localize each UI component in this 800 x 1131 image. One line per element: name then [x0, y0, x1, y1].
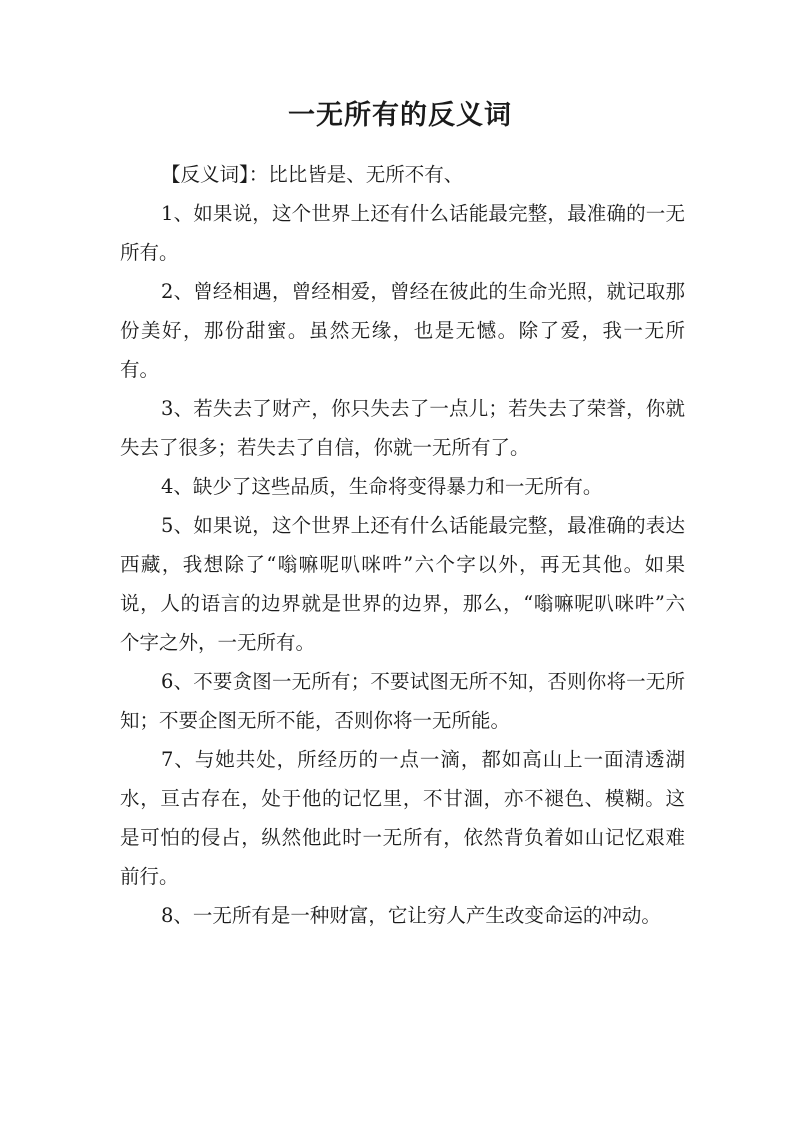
- paragraph-1: 1、如果说，这个世界上还有什么话能最完整，最准确的一无所有。: [120, 202, 685, 264]
- document-body: [120, 155, 685, 935]
- paragraph-7: 7、与她共处，所经历的一点一滴，都如高山上一面清透湖水，亘古存在，处于他的记忆里，不甘涸，亦不褪色、模糊。这是可怕的侵占，纵然他此时一无所有，依然背负着如山记忆艰难前行。: [120, 748, 685, 888]
- paragraph-2: 2、曾经相遇，曾经相爱，曾经在彼此的生命光照，就记取那份美好，那份甜蜜。虽然无缘，也是无憾。除了爱，我一无所有。: [120, 280, 685, 381]
- paragraph-3: 3、若失去了财产，你只失去了一点儿；若失去了荣誉，你就失去了很多；若失去了自信，你就一无所有了。: [120, 397, 685, 459]
- paragraph-6: 6、不要贪图一无所有；不要试图无所不知，否则你将一无所知；不要企图无所不能，否则你将一无所能。: [120, 670, 685, 732]
- paragraph-8: 8、一无所有是一种财富，它让穷人产生改变命运的冲动。: [161, 904, 661, 927]
- paragraph-5: 5、如果说，这个世界上还有什么话能最完整，最准确的表达西藏，我想除了“嗡嘛呢叭咪吽”六个字以外，再无其他。如果说，人的语言的边界就是世界的边界，那么，“嗡嘛呢叭咪吽”六个字之外，一无所有。: [120, 514, 685, 654]
- paragraph-antonyms: 【反义词】：比比皆是、无所不有、: [161, 163, 464, 186]
- document-title: 一无所有的反义词: [288, 100, 512, 131]
- paragraph-4: 4、缺少了这些品质，生命将变得暴力和一无所有。: [161, 475, 603, 498]
